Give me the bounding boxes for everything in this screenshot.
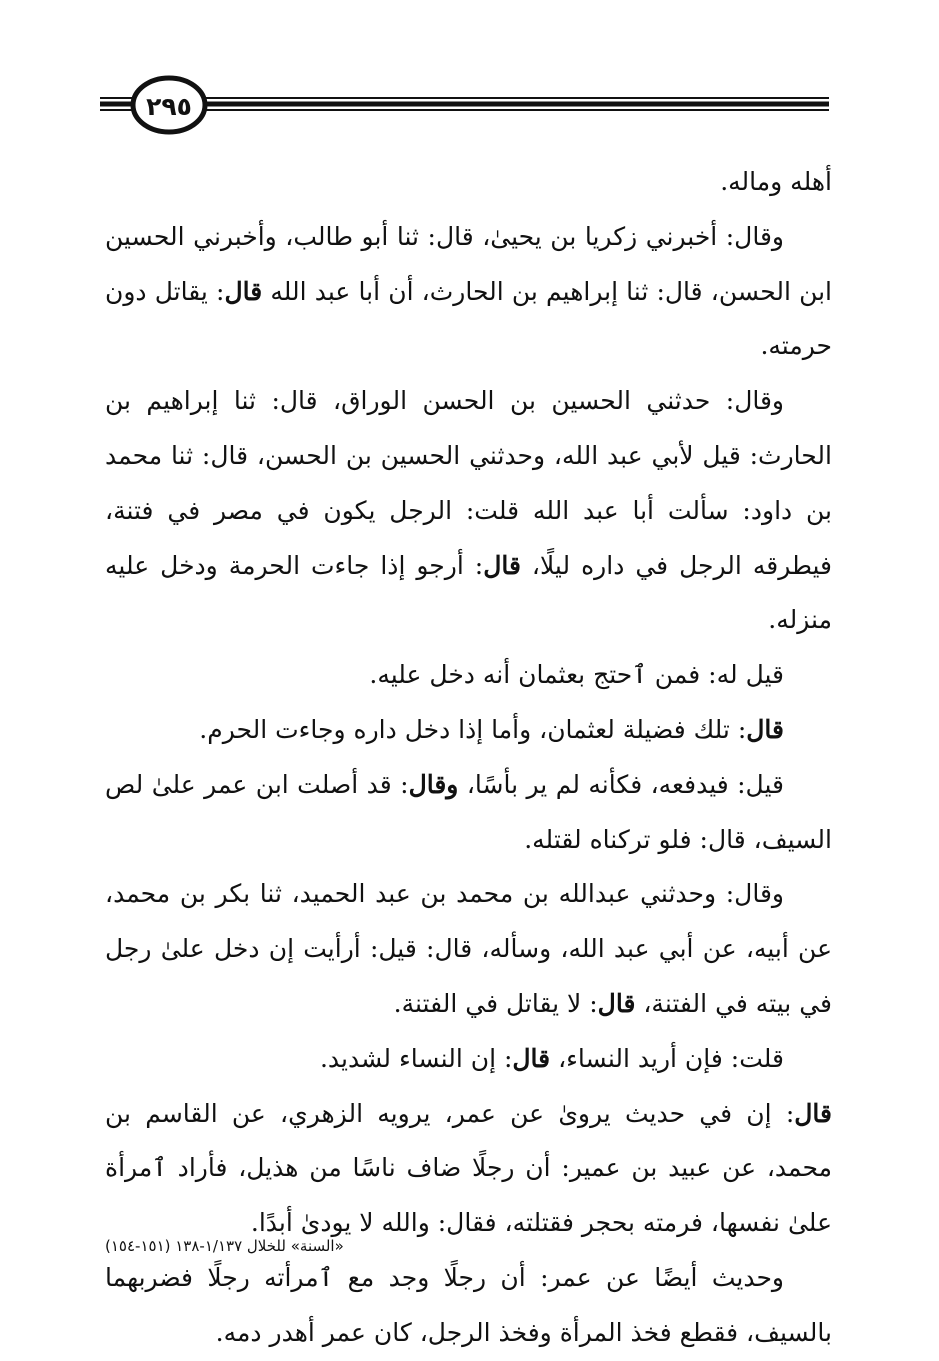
paragraph: قال: تلك فضيلة لعثمان، وأما إذا دخل داره وجاءت الحرم. xyxy=(199,714,784,744)
paragraph: وحديث أيضًا عن عمر: أن رجلًا وجد مع ٱمرأته رجلًا فضربهما بالسيف، فقطع فخذ المرأة وفخذ الرجل، كان عمر أهدر دمه. xyxy=(105,1262,832,1347)
paragraph: أهله وماله. xyxy=(720,167,832,196)
paragraph: قيل له: فمن ٱحتج بعثمان أنه دخل عليه. xyxy=(369,660,784,690)
paragraph: وقال: حدثني الحسين بن الحسن الوراق، قال: ثنا إبراهيم بن الحارث: قيل لأبي عبد الله، وحدثني الحسين بن الحسن، قال: ثنا محمد بن داود: سألت أبا عبد الله قلت: الرجل يكون في مصر في فتنة، فيطرقه الرجل في داره ليلًا، قال: أرجو إذا جاءت الحرمة ودخل عليه منزله. xyxy=(105,386,832,635)
page-header xyxy=(0,0,939,150)
body-text xyxy=(105,155,832,1361)
paragraph: قلت: فإن أريد النساء، قال: إن النساء لشديد. xyxy=(319,1043,784,1073)
footnote-text: «السنة» للخلال ١/١٣٧-١٣٨ (١٥١-١٥٤) xyxy=(105,1237,344,1255)
page-number: ٢٩٥ xyxy=(146,91,192,121)
paragraph: وقال: وحدثني عبدالله بن محمد بن عبد الحميد، ثنا بكر بن محمد، عن أبيه، عن أبي عبد الله، وسأله، قال: قيل: أرأيت إن دخل علىٰ رجل في بيته في الفتنة، قال: لا يقاتل في الفتنة. xyxy=(105,879,832,1018)
paragraph: قيل: فيدفعه، فكأنه لم ير بأسًا، وقال: قد أصلت ابن عمر علىٰ لص السيف، قال: فلو تركناه لقتله. xyxy=(105,769,832,854)
paragraph: قال: إن في حديث يروىٰ عن عمر، يرويه الزهري، عن القاسم بن محمد، عن عبيد بن عمير: أن رجلًا ضاف ناسًا من هذيل، فأراد ٱمرأة علىٰ نفسها، فرمته بحجر فقتلته، فقال: والله لا يودىٰ أبدًا. xyxy=(105,1098,832,1238)
footnote xyxy=(105,1237,832,1255)
paragraph: وقال: أخبرني زكريا بن يحيىٰ، قال: ثنا أبو طالب، وأخبرني الحسين ابن الحسن، قال: ثنا إبراهيم بن الحارث، أن أبا عبد الله قال: يقاتل دون حرمته. xyxy=(105,221,833,361)
